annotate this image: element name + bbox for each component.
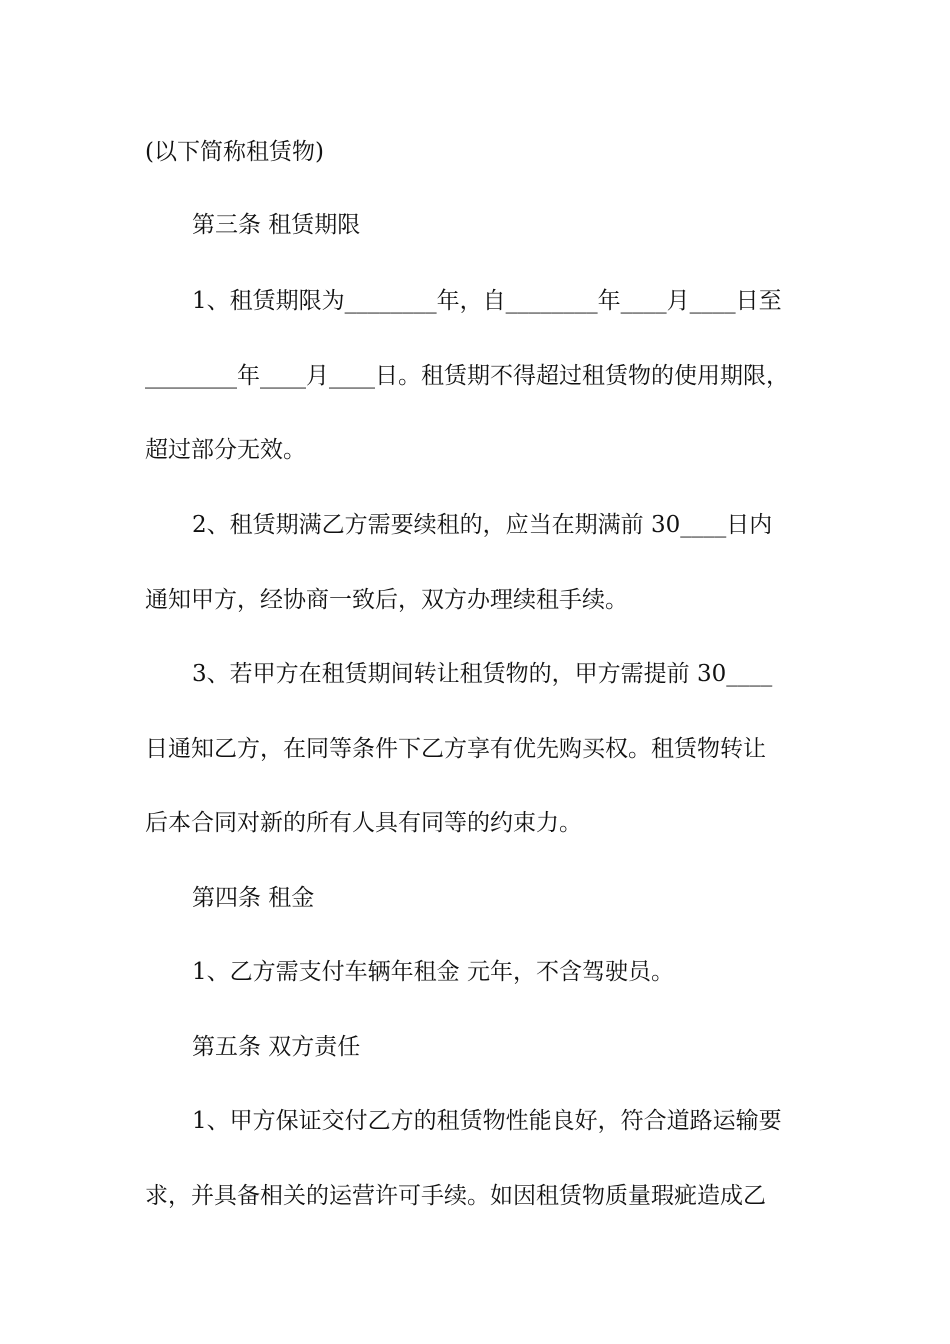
- article-3-clause-3-line-3: 后本合同对新的所有人具有同等的约束力。: [145, 810, 582, 836]
- article-3-clause-2-line-2: 通知甲方，经协商一致后，双方办理续租手续。: [145, 587, 628, 613]
- article-3-clause-1-line-1: 1、租赁期限为________年，自________年____月____日至: [192, 288, 782, 314]
- article-4-clause-1: 1、乙方需支付车辆年租金 元年，不含驾驶员。: [192, 959, 674, 985]
- article-4-heading: 第四条 租金: [192, 885, 315, 911]
- article-5-heading: 第五条 双方责任: [192, 1034, 361, 1060]
- text-line-abbreviation: (以下简称租赁物): [145, 139, 324, 165]
- article-3-clause-3-line-2: 日通知乙方，在同等条件下乙方享有优先购买权。租赁物转让: [145, 736, 766, 762]
- article-5-clause-1-line-2: 求，并具备相关的运营许可手续。如因租赁物质量瑕疵造成乙: [145, 1183, 766, 1209]
- article-3-clause-1-line-3: 超过部分无效。: [145, 437, 306, 463]
- article-3-heading: 第三条 租赁期限: [192, 212, 361, 238]
- article-3-clause-2-line-1: 2、租赁期满乙方需要续租的，应当在期满前 30____日内: [192, 512, 773, 538]
- article-3-clause-1-line-2: ________年____月____日。租赁期不得超过租赁物的使用期限，: [145, 363, 789, 389]
- article-5-clause-1-line-1: 1、甲方保证交付乙方的租赁物性能良好，符合道路运输要: [192, 1108, 782, 1134]
- article-3-clause-3-line-1: 3、若甲方在租赁期间转让租赁物的，甲方需提前 30____: [192, 661, 773, 687]
